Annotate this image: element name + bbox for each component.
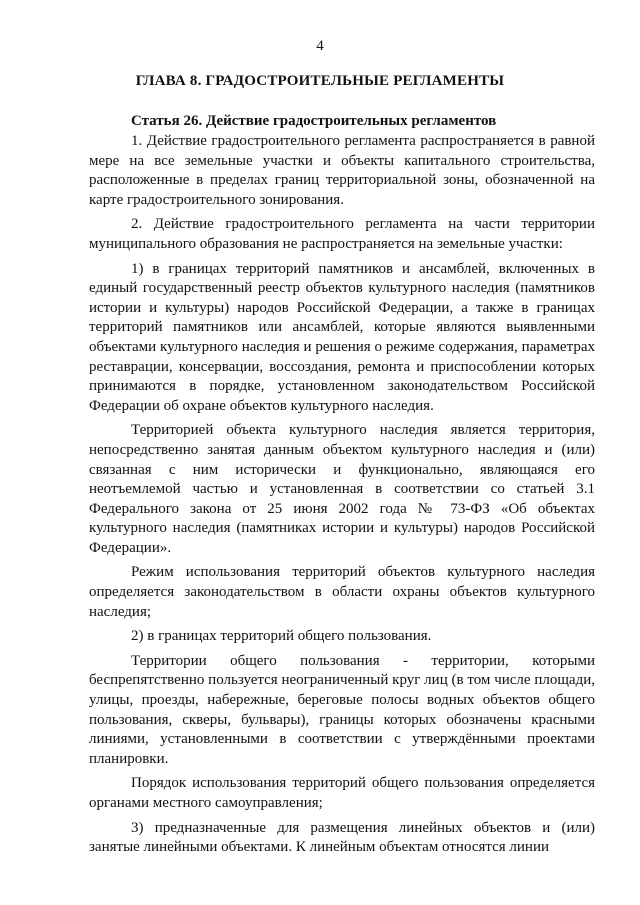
document-body xyxy=(89,132,595,863)
paragraph: Порядок использования территорий общего пользования определяется органами местного самоуправления; xyxy=(89,775,595,811)
paragraph: Территорией объекта культурного наследия является территория, непосредственно занятая данным объектом культурного наследия и (или) связанная с ним исторически и функционально, являющаяся его неотъемлемой частью и установленная в соответствии со статьей 3.1 Федерального закона от 25 июня 2002 года № 73-ФЗ «Об объектах культурного наследия (памятниках истории и культуры) народов Российской Федерации». xyxy=(89,422,595,556)
page-number: 4 xyxy=(316,38,324,54)
paragraph: 3) предназначенные для размещения линейных объектов и (или) занятые линейными объектами. К линейным объектам относятся линии xyxy=(89,819,595,856)
paragraph: Режим использования территорий объектов культурного наследия определяется законодательством в области охраны объектов культурного наследия; xyxy=(89,564,595,620)
paragraph: 2. Действие градостроительного регламента на части территории муниципального образования не распространяется на земельные участки: xyxy=(89,216,595,252)
chapter-title: ГЛАВА 8. ГРАДОСТРОИТЕЛЬНЫЕ РЕГЛАМЕНТЫ xyxy=(135,73,505,89)
paragraph: 2) в границах территорий общего пользования. xyxy=(131,628,432,645)
paragraph: Территории общего пользования - территории, которыми беспрепятственно пользуется неограниченный круг лиц (в том числе площади, улицы, проезды, набережные, береговые полосы водных объектов общего пользования, скверы, бульвары), границы которых обозначены красными линиями, установленными в соответствии с утверждёнными проектами планировки. xyxy=(89,652,595,767)
paragraph: 1) в границах территорий памятников и ансамблей, включенных в единый государственный реестр объектов культурного наследия (памятников истории и культуры) народов Российской Федерации, а также в границах территорий памятников или ансамблей, которые являются выявленными объектами культурного наследия и решения о режиме содержания, параметрах реставрации, консервации, воссоздания, ремонта и приспособлении которых принимаются в порядке, установленном законодательством Российской Федерации об охране объектов культурного наследия. xyxy=(89,260,595,414)
article-title: Статья 26. Действие градостроительных регламентов xyxy=(131,113,497,129)
paragraph: 1. Действие градостроительного регламента распространяется в равной мере на все земельные участки и объекты капитального строительства, расположенные в пределах границ территориальной зоны, обозначенной на карте градостроительного зонирования. xyxy=(89,133,595,208)
